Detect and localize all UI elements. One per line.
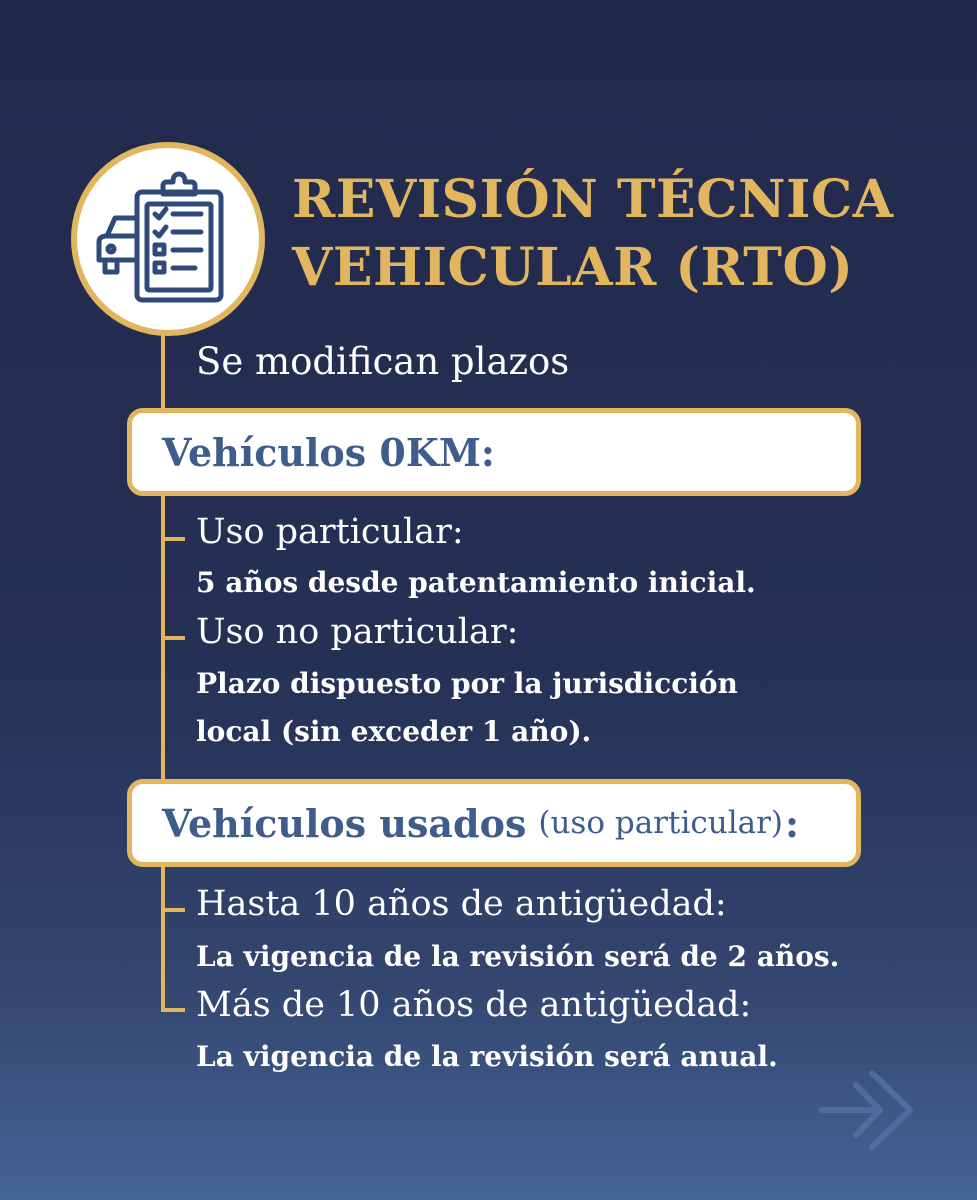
section-usados-qualifier: (uso particular) [538,805,783,841]
double-chevron-right-icon[interactable] [818,1065,922,1155]
item-uso-no-particular-detail-line-1: Plazo dispuesto por la jurisdicción [196,667,738,700]
timeline-tick [161,636,185,640]
section-usados-header [127,779,861,867]
section-usados-label: Vehículos usados [162,800,527,846]
item-mas-10-heading: Más de 10 años de antigüedad: [196,985,752,1025]
item-hasta-10-detail: La vigencia de la revisión será de 2 años. [196,940,840,973]
item-uso-particular-heading: Uso particular: [196,512,464,552]
item-uso-particular-detail: 5 años desde patentamiento inicial. [196,566,756,599]
clipboard-checklist-car-icon [77,148,259,330]
timeline-tick [161,1008,185,1012]
subtitle: Se modifican plazos [196,340,570,383]
item-mas-10-detail: La vigencia de la revisión será anual. [196,1040,778,1073]
section-usados-colon: : [785,800,800,846]
timeline-tick [161,908,185,912]
section-0km-label: Vehículos 0KM: [162,429,495,475]
item-hasta-10-heading: Hasta 10 años de antigüedad: [196,884,727,924]
timeline-line-upper [161,326,165,410]
item-uso-no-particular-detail-line-2: local (sin exceder 1 año). [196,715,592,748]
item-uso-no-particular-heading: Uso no particular: [196,612,519,652]
timeline-tick [161,537,185,541]
header-icon-badge [71,142,265,336]
title-line-1: REVISIÓN TÉCNICA [292,169,894,230]
title-line-2: VEHICULAR (RTO) [292,236,854,298]
timeline-line-lower [161,866,165,1012]
page-title [292,166,894,301]
section-0km-header [127,408,861,496]
